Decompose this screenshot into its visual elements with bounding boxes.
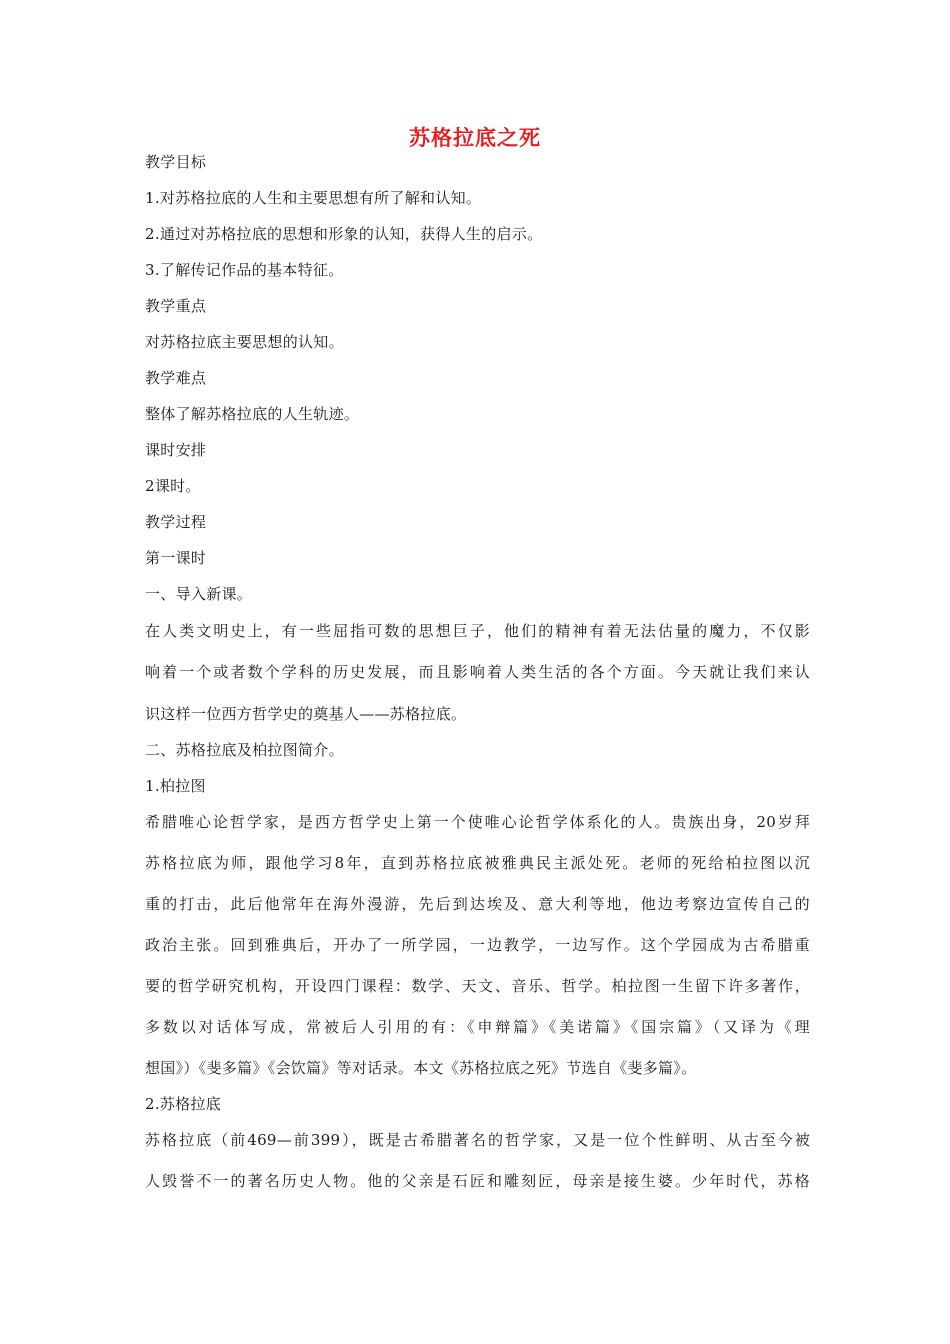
objective-item: 2.通过对苏格拉底的思想和形象的认知，获得人生的启示。 <box>145 225 543 243</box>
paragraph-line: 希腊唯心论哲学家，是西方哲学史上第一个使唯心论哲学体系化的人。贵族出身，20岁拜 <box>145 813 810 831</box>
section-heading: 教学过程 <box>145 513 207 531</box>
paragraph-line: 响着一个或者数个学科的历史发展，而且影响着人类生活的各个方面。今天就让我们来认 <box>145 663 810 681</box>
body-text-line: 整体了解苏格拉底的人生轨迹。 <box>145 405 360 423</box>
document-title: 苏格拉底之死 <box>409 125 541 150</box>
subsection-heading: 1.柏拉图 <box>145 777 206 795</box>
objective-item: 1.对苏格拉底的人生和主要思想有所了解和认知。 <box>145 189 482 207</box>
section-heading: 教学目标 <box>145 153 207 171</box>
paragraph-line: 苏格拉底（前469—前399），既是古希腊著名的哲学家，又是一位个性鲜明、从古至今被 <box>145 1131 810 1149</box>
section-heading: 教学重点 <box>145 297 207 315</box>
body-text-line: 2课时。 <box>145 477 201 495</box>
paragraph-line: 识这样一位西方哲学史的奠基人——苏格拉底。 <box>145 705 467 723</box>
subsection-heading: 2.苏格拉底 <box>145 1095 222 1113</box>
paragraph-line: 在人类文明史上，有一些屈指可数的思想巨子，他们的精神有着无法估量的魔力，不仅影 <box>145 622 810 640</box>
objective-item: 3.了解传记作品的基本特征。 <box>145 261 344 279</box>
paragraph-line: 苏格拉底为师，跟他学习8年，直到苏格拉底被雅典民主派处死。老师的死给柏拉图以沉 <box>145 854 810 872</box>
section-heading: 教学难点 <box>145 369 207 387</box>
paragraph-line: 政治主张。回到雅典后，开办了一所学园，一边教学，一边写作。这个学园成为古希腊重 <box>145 936 810 954</box>
section-heading: 二、苏格拉底及柏拉图简介。 <box>145 741 344 759</box>
paragraph-line: 多数以对话体写成，常被后人引用的有：《申辩篇》《美诺篇》《国宗篇》（又译为《理 <box>145 1018 810 1036</box>
paragraph-line: 想国》）《斐多篇》《会饮篇》等对话录。本文《苏格拉底之死》节选自《斐多篇》。 <box>145 1059 697 1077</box>
body-text-line: 对苏格拉底主要思想的认知。 <box>145 333 344 351</box>
paragraph-line: 重的打击，此后他常年在海外漫游，先后到达埃及、意大利等地，他边考察边宣传自己的 <box>145 895 810 913</box>
paragraph-line: 人毁誉不一的著名历史人物。他的父亲是石匠和雕刻匠，母亲是接生婆。少年时代，苏格 <box>145 1172 810 1190</box>
section-heading: 课时安排 <box>145 441 207 459</box>
section-heading: 第一课时 <box>145 549 207 567</box>
paragraph-line: 要的哲学研究机构，开设四门课程：数学、天文、音乐、哲学。柏拉图一生留下许多著作， <box>145 977 810 995</box>
section-heading: 一、导入新课。 <box>145 585 253 603</box>
